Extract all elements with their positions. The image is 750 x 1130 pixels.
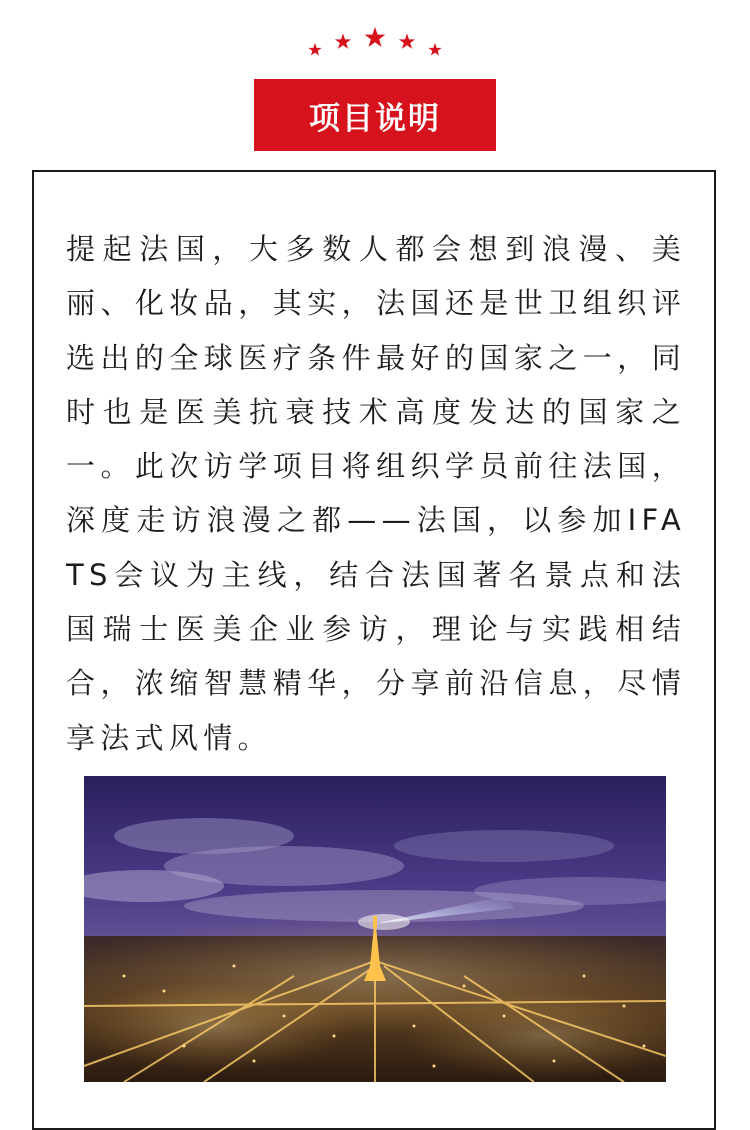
paris-night-skyline-photo-icon (84, 776, 666, 1082)
content-box (32, 170, 716, 1130)
stars-ornament-icon (0, 26, 750, 60)
section-title-banner (254, 79, 496, 151)
paris-night-photo (84, 776, 666, 1082)
intro-paragraph: 提起法国，大多数人都会想到浪漫、美丽、化妆品，其实，法国还是世卫组织评选出的全球医疗条件最好的国家之一，同时也是医美抗衰技术高度发达的国家之一。此次访学项目将组织学员前往法国，深度走访浪漫之都——法国，以参加IFATS会议为主线，结合法国著名景点和法国瑞士医美企业参访，理论与实践相结合，浓缩智慧精华，分享前沿信息，尽情享法式风情。 (66, 232, 686, 755)
section-title: 项目说明 (309, 100, 441, 137)
